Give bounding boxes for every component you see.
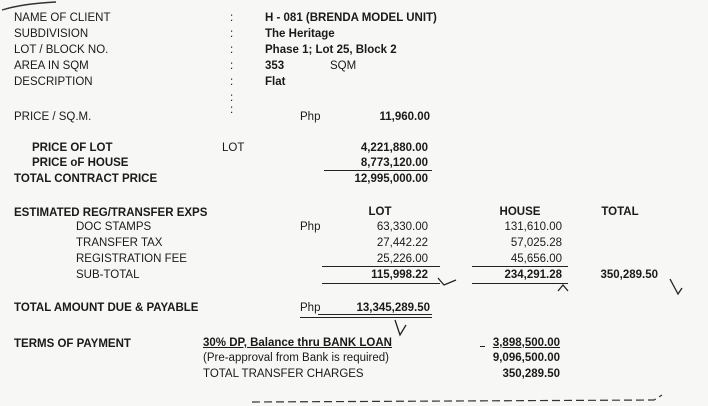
terms-label: TERMS OF PAYMENT (14, 338, 131, 350)
price-of-lot-tag: LOT (222, 142, 245, 154)
lot-block-value: Phase 1; Lot 25, Block 2 (265, 44, 397, 56)
dashed-pen-line (250, 392, 670, 406)
total-due-currency: Php (300, 302, 321, 314)
subtotal-house: 234,291.28 (504, 269, 562, 281)
reg-col-total: TOTAL (601, 206, 639, 218)
reg-col-lot: LOT (368, 206, 392, 218)
price-per-sqm-currency: Php (300, 111, 321, 123)
terms-amount-1: 3,898,500.00 (492, 337, 560, 349)
reg-exps-title: ESTIMATED REG/TRANSFER EXPS (14, 207, 208, 219)
total-contract-label: TOTAL CONTRACT PRICE (14, 173, 158, 185)
subdivision-value: The Heritage (265, 28, 335, 40)
contract-sum-line (324, 170, 432, 171)
registration-fee-house: 45,656.00 (510, 253, 562, 265)
price-of-lot-label: PRICE OF LOT (32, 142, 113, 154)
area-value: 353 (265, 60, 285, 72)
price-of-lot-value: 4,221,880.00 (360, 142, 428, 154)
client-name-value: H - 081 (BRENDA MODEL UNIT) (265, 12, 437, 24)
registration-fee-label: REGISTRATION FEE (76, 253, 187, 265)
price-per-sqm-value: 11,960.00 (379, 111, 430, 123)
lot-block-colon: : (230, 44, 234, 56)
transfer-tax-lot: 27,442.22 (376, 237, 428, 249)
area-unit: SQM (330, 60, 357, 72)
subtotal-lot: 115,998.22 (371, 269, 428, 281)
check-mark-total (668, 276, 690, 298)
terms-line-1: 30% DP, Balance thru BANK LOAN (203, 337, 392, 349)
doc-stamps-house: 131,610.00 (504, 221, 562, 233)
doc-stamps-lot: 63,330.00 (376, 221, 428, 233)
check-mark-house (556, 282, 570, 294)
house-subtotal-line (472, 266, 568, 267)
transfer-tax-label: TRANSFER TAX (76, 237, 163, 249)
terms-amount-2: 9,096,500.00 (492, 352, 560, 364)
description-label: DESCRIPTION (14, 76, 93, 88)
spacer-colon: : (230, 92, 234, 104)
check-mark-total-due (392, 318, 410, 338)
price-of-house-label: PRICE oF HOUSE (32, 157, 129, 169)
house-subtotal-underline (472, 283, 568, 284)
total-due-underline-1 (318, 314, 432, 315)
client-name-label: NAME OF CLIENT (14, 12, 111, 24)
pen-stroke-top (0, 0, 60, 12)
total-due-label: TOTAL AMOUNT DUE & PAYABLE (14, 302, 199, 314)
price-per-sqm-colon: : (230, 104, 234, 116)
check-mark-lot (436, 274, 458, 288)
area-label: AREA IN SQM (14, 60, 89, 72)
area-colon: : (230, 60, 234, 72)
price-per-sqm-label: PRICE / SQ.M. (14, 111, 92, 123)
total-contract-value: 12,995,000.00 (354, 173, 428, 185)
subdivision-label: SUBDIVISION (14, 28, 89, 40)
registration-fee-lot: 25,226.00 (376, 253, 428, 265)
terms-amount-3: 350,289.50 (502, 368, 560, 380)
total-due-value: 13,345,289.50 (356, 302, 430, 314)
subtotal-total: 350,289.50 (600, 269, 658, 281)
subtotal-label: SUB-TOTAL (76, 269, 140, 281)
doc-stamps-label: DOC STAMPS (76, 221, 152, 233)
client-name-colon: : (230, 12, 234, 24)
terms-line-3: TOTAL TRANSFER CHARGES (203, 368, 364, 380)
lot-subtotal-underline (322, 283, 440, 284)
subdivision-colon: : (230, 28, 234, 40)
description-value: Flat (265, 76, 286, 88)
lot-subtotal-line (322, 266, 440, 267)
lot-block-label: LOT / BLOCK NO. (14, 44, 109, 56)
reg-col-house: HOUSE (499, 206, 541, 218)
total-due-underline-2 (300, 317, 432, 318)
terms-line-2: (Pre-approval from Bank is required) (203, 352, 389, 364)
transfer-tax-house: 57,025.28 (510, 237, 562, 249)
price-of-house-value: 8,773,120.00 (360, 157, 428, 169)
description-colon: : (230, 76, 234, 88)
reg-currency: Php (300, 221, 321, 233)
